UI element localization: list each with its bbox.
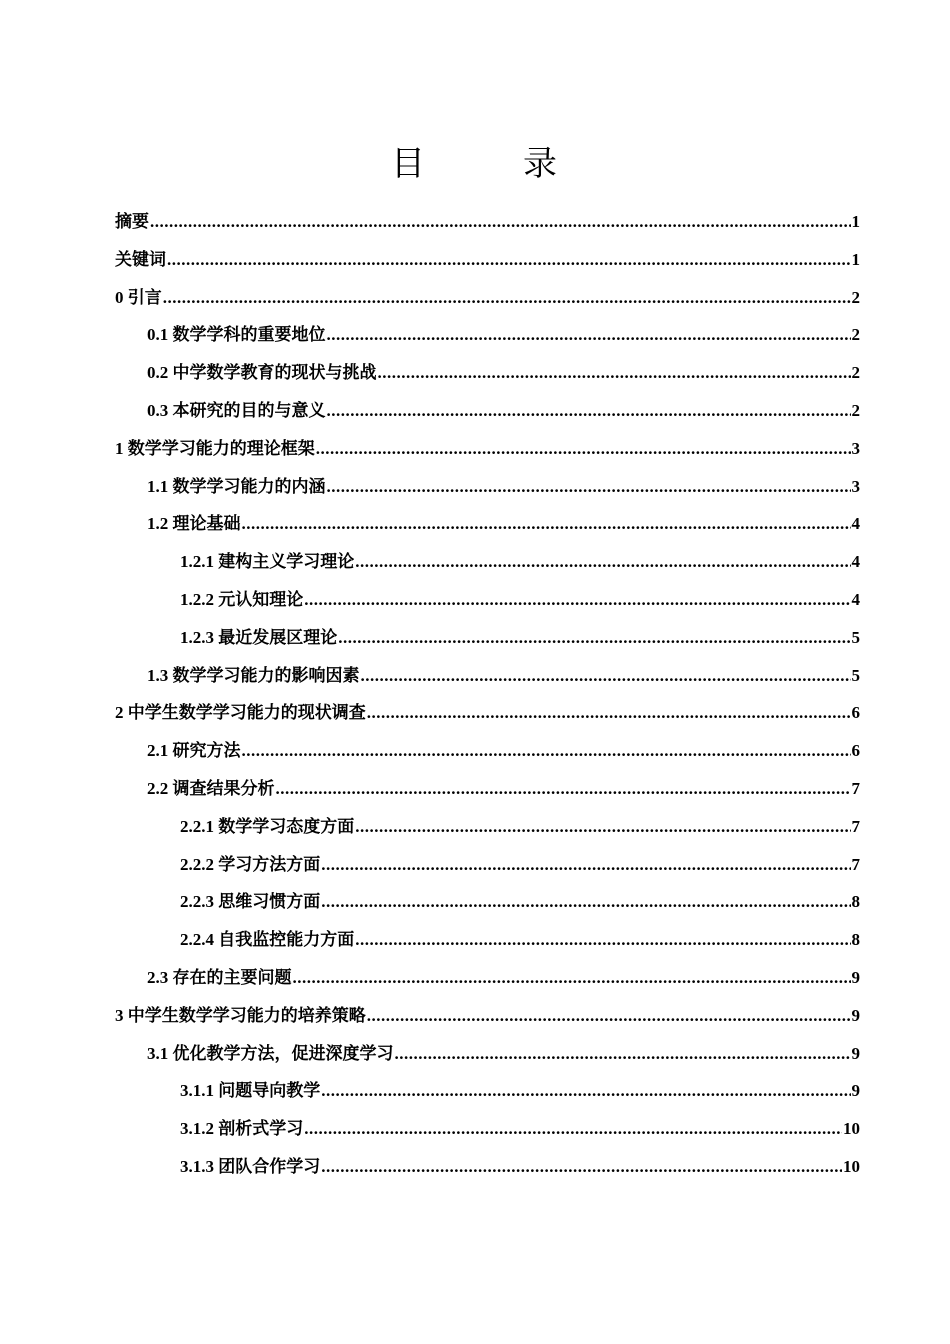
toc-entry-label: 3.1.1 问题导向教学 [180, 1081, 321, 1101]
toc-entry-label: 2.2.1 数学学习态度方面 [180, 816, 355, 836]
toc-entry-label: 关键词 [115, 249, 166, 269]
toc-entry[interactable] [115, 430, 860, 468]
toc-entry-page-number: 2 [851, 400, 860, 420]
toc-dot-leader [367, 694, 851, 732]
toc-entry-label: 2.2.2 学习方法方面 [180, 854, 321, 874]
toc-entry-label: 0.2 中学数学教育的现状与挑战 [147, 363, 377, 383]
toc-entry-label: 3 中学生数学学习能力的培养策略 [115, 1005, 366, 1025]
toc-dot-leader [163, 279, 851, 317]
toc-entry-label: 0.1 数学学科的重要地位 [147, 325, 326, 345]
toc-entry-label: 0.3 本研究的目的与意义 [147, 400, 326, 420]
toc-entry-label: 1.2 理论基础 [147, 514, 241, 534]
toc-entry-label: 2.1 研究方法 [147, 741, 241, 761]
toc-entry[interactable] [115, 279, 860, 317]
toc-entry[interactable] [115, 543, 860, 581]
toc-dot-leader [304, 581, 850, 619]
toc-entry-page-number: 10 [843, 1156, 860, 1176]
toc-dot-leader [367, 997, 851, 1035]
toc-entry[interactable] [115, 1110, 860, 1148]
toc-entry[interactable] [115, 1148, 860, 1186]
toc-entry-page-number: 4 [851, 552, 860, 572]
toc-entry[interactable] [115, 203, 860, 241]
toc-entry-page-number: 2 [851, 325, 860, 345]
toc-dot-leader [355, 808, 850, 846]
toc-entry[interactable] [115, 770, 860, 808]
toc-dot-leader [355, 543, 850, 581]
toc-entry-label: 1.2.3 最近发展区理论 [180, 627, 338, 647]
toc-entry-page-number: 2 [851, 363, 860, 383]
toc-entry[interactable] [115, 468, 860, 506]
toc-dot-leader [242, 505, 851, 543]
toc-entry[interactable] [115, 581, 860, 619]
toc-entry[interactable] [115, 392, 860, 430]
toc-entry-page-number: 6 [851, 741, 860, 761]
toc-dot-leader [242, 732, 851, 770]
toc-entry-label: 3.1 优化教学方法，促进深度学习 [147, 1043, 394, 1063]
toc-entry[interactable] [115, 1035, 860, 1073]
toc-entry-page-number: 8 [851, 892, 860, 912]
toc-entry-page-number: 3 [851, 438, 860, 458]
toc-entry[interactable] [115, 657, 860, 695]
toc-entry-page-number: 8 [851, 930, 860, 950]
toc-entry-label: 1.3 数学学习能力的影响因素 [147, 665, 360, 685]
toc-dot-leader [150, 203, 851, 241]
toc-entry[interactable] [115, 1072, 860, 1110]
toc-entry-page-number: 1 [851, 212, 860, 231]
toc-entry[interactable] [115, 883, 860, 921]
toc-dot-leader [276, 770, 851, 808]
toc-entry[interactable] [115, 808, 860, 846]
toc-entry-page-number: 4 [851, 514, 860, 534]
toc-entry-page-number: 5 [851, 665, 860, 685]
toc-dot-leader [361, 657, 851, 695]
toc-entry-page-number: 6 [851, 703, 860, 723]
toc-dot-leader [293, 959, 851, 997]
toc-entry-page-number: 7 [851, 816, 860, 836]
toc-entry-page-number: 10 [843, 1119, 860, 1139]
toc-entry[interactable] [115, 241, 860, 279]
toc-entry[interactable] [115, 921, 860, 959]
toc-entry[interactable] [115, 997, 860, 1035]
toc-entry-label: 1.1 数学学习能力的内涵 [147, 476, 326, 496]
toc-entry[interactable] [115, 694, 860, 732]
toc-entry-label: 2.2 调查结果分析 [147, 778, 275, 798]
toc-entry[interactable] [115, 316, 860, 354]
toc-dot-leader [321, 1072, 850, 1110]
toc-dot-leader [327, 468, 851, 506]
toc-entry-page-number: 5 [851, 627, 860, 647]
toc-entry-label: 0 引言 [115, 287, 162, 307]
toc-entry-page-number: 2 [851, 287, 860, 307]
toc-entry-label: 3.1.3 团队合作学习 [180, 1156, 321, 1176]
toc-entry[interactable] [115, 846, 860, 884]
toc-dot-leader [167, 241, 851, 279]
toc-entry-label: 2 中学生数学学习能力的现状调查 [115, 703, 366, 723]
toc-entry-page-number: 1 [851, 249, 860, 269]
toc-dot-leader [304, 1110, 842, 1148]
toc-entry-label: 1 数学学习能力的理论框架 [115, 438, 315, 458]
toc-entry-page-number: 9 [851, 967, 860, 987]
toc-entry-label: 摘要 [115, 212, 149, 231]
toc-dot-leader [395, 1035, 851, 1073]
toc-entry-label: 2.2.3 思维习惯方面 [180, 892, 321, 912]
toc-entry-page-number: 9 [851, 1005, 860, 1025]
toc-entry-label: 2.2.4 自我监控能力方面 [180, 930, 355, 950]
toc-entry-page-number: 7 [851, 854, 860, 874]
toc-entry[interactable] [115, 505, 860, 543]
toc-entry[interactable] [115, 619, 860, 657]
toc-dot-leader [321, 1148, 842, 1186]
toc-dot-leader [355, 921, 850, 959]
toc-entry-label: 1.2.2 元认知理论 [180, 589, 304, 609]
toc-dot-leader [338, 619, 850, 657]
toc-entry-page-number: 9 [851, 1081, 860, 1101]
toc-entry-page-number: 7 [851, 778, 860, 798]
toc-dot-leader [327, 316, 851, 354]
toc-entry-label: 2.3 存在的主要问题 [147, 967, 292, 987]
toc-dot-leader [321, 846, 850, 884]
toc-entry-page-number: 9 [851, 1043, 860, 1063]
toc-entry[interactable] [115, 959, 860, 997]
table-of-contents [115, 203, 860, 1186]
toc-dot-leader [327, 392, 851, 430]
toc-dot-leader [321, 883, 850, 921]
toc-entry-page-number: 4 [851, 589, 860, 609]
toc-entry-label: 1.2.1 建构主义学习理论 [180, 552, 355, 572]
page-title: 目 录 [391, 146, 589, 183]
toc-entry[interactable] [115, 732, 860, 770]
toc-dot-leader [378, 354, 851, 392]
toc-dot-leader [316, 430, 851, 468]
toc-entry-label: 3.1.2 剖析式学习 [180, 1119, 304, 1139]
toc-entry-page-number: 3 [851, 476, 860, 496]
toc-entry[interactable] [115, 354, 860, 392]
